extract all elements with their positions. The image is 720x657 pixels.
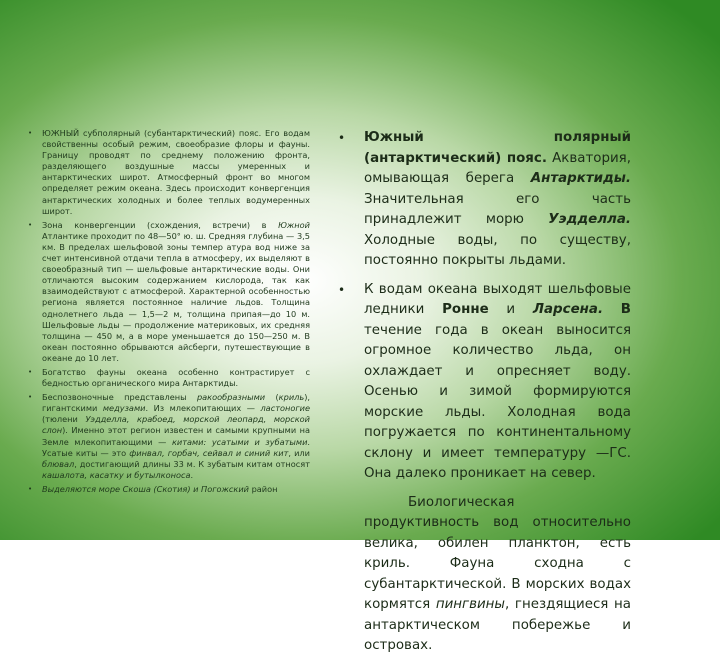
left-bullet-item (28, 484, 310, 495)
text-run: Биологическая продуктивность вод относительно велика, обилен планктон, есть криль. Фауна сходна с субантарктической. В морских водах кормятся (364, 494, 631, 612)
bullet-glyph: • (28, 484, 33, 493)
text-run: , достигающий длины 33 м. К зубатым китам относят (74, 458, 310, 469)
text-run: течение года в океан выносится огромное количество льда, он охлаждает и опресняет воду. Осенью и зимой формируются морские льды. Холодная вода погружается по континентальному склону и имеет температуру —ГС. Она далеко проникает на север. (364, 322, 631, 481)
text-run: Зона конвергенции (схождения, встречи) в (42, 219, 279, 230)
text-run: Выделяются море Скоша (Скотия) и Погожский (42, 483, 249, 494)
text-run: . Усатые киты — это (42, 436, 310, 458)
text-run: Южный полярный (антарктический) пояс. (364, 130, 631, 166)
right-item-text (364, 128, 631, 272)
text-run (603, 302, 621, 317)
bullet-glyph: • (28, 393, 33, 402)
left-item-text (42, 367, 310, 389)
text-run: ЮЖНЫЙ субполярный (субантарктический) пояс. Его водам свойственны особый режим, своеобразие флоры и фауны. Границу проводят по среднему положению фронта, разделяющего воздушные массы умеренных и антарктических широт. Атмосферный фронт во многом определяет режим океана. Здесь происходит конвергенция антарктических холодных и более теплых водумеренных широт. (42, 128, 310, 216)
left-item-text (42, 128, 310, 217)
text-run: Атлантике проходит по 48—50° ю. ш. Средняя глубина — 3,5 км. В пределах шельфовой зоны темпер атура вод ниже за счет интенсивной отдачи тепла в атмосферу, их выделяют в своеобразный тип — шельфовые антарктические воды. Они отличаются высоким содержанием кислорода, так как взаимодействуют с атмосферой. Характерной особенностью региона является постоянное наличие льдов. Толщина однолетнего льда — 1,5—2 м, толщина припая—до 10 м. Шельфовые льды — продолжение материковых, их средняя толщина — 450 м, а в море уменьшается до 150—250 м. В океан постоянно обрываются айсберги, путешествующие в океане до 10 лет. (42, 230, 310, 363)
text-run: (тюлени (42, 414, 86, 425)
text-run: ), гигантскими (42, 392, 310, 414)
right-paragraph-text (364, 493, 631, 657)
left-item-text (42, 484, 310, 495)
bullet-glyph: • (338, 131, 346, 145)
text-run: Уэдделла, крабоед, морской леопард, морской слон (42, 414, 310, 436)
right-bullet-item (338, 128, 631, 272)
text-run: ). Именно этот регион известен и самыми крупными на Земле млекопитающими — (42, 425, 310, 447)
text-run: район (248, 483, 278, 494)
text-run: китами: усатыми и зубатыми (171, 436, 308, 447)
right-bullet-item (338, 280, 631, 485)
text-run: . (190, 469, 194, 480)
text-run: медузами (102, 403, 146, 414)
text-run: К водам океана выходят шельфовые ледники (364, 281, 631, 317)
left-bullet-item (28, 392, 310, 481)
text-run: Беспозвоночные представлены (42, 392, 197, 403)
text-run: и (488, 302, 533, 317)
right-paragraph (338, 493, 631, 657)
left-text-column (28, 128, 310, 498)
text-run: блювал (42, 458, 75, 469)
left-bullet-item (28, 128, 310, 217)
bullet-glyph: • (28, 220, 33, 229)
text-run: Антарктиды. (530, 171, 631, 186)
text-run: пингвины (435, 597, 505, 612)
text-run: криль (278, 392, 305, 403)
text-run: , гнездящиеся на антарктическом побережье и островах. (364, 597, 631, 653)
left-bullet-item (28, 220, 310, 364)
text-run: В (620, 302, 632, 317)
text-run: Ларсена. (532, 302, 604, 317)
bullet-glyph: • (28, 367, 33, 376)
right-text-column (338, 128, 631, 657)
text-run: Акватория, омывающая берега (364, 150, 631, 186)
text-run: финвал, горбач, сейвал и синий кит (129, 447, 289, 458)
text-run: , или (288, 447, 310, 458)
text-run: Богатство фауны океана особенно контрастирует с бедностью органического мира Антарктиды. (42, 366, 310, 389)
text-run: ластоногие (260, 403, 311, 414)
text-run: Холодные воды, по существу, постоянно покрыты льдами. (364, 232, 631, 268)
text-run: ( (265, 392, 279, 403)
text-run: ракообразными (196, 392, 266, 403)
left-item-text (42, 392, 310, 481)
text-run: кашалота, касатку и бутылконоса (42, 469, 191, 480)
left-bullet-item (28, 367, 310, 389)
text-run: Уэдделла. (548, 212, 631, 227)
text-run: Южной (278, 219, 310, 230)
text-run: . Из млекопитающих — (145, 403, 261, 414)
text-run: Значительная его часть принадлежит морю (364, 191, 631, 227)
right-item-text (364, 280, 631, 485)
bullet-glyph: • (338, 282, 346, 297)
bullet-glyph: • (28, 129, 33, 137)
left-item-text (42, 220, 310, 364)
text-run: Ронне (442, 302, 489, 317)
